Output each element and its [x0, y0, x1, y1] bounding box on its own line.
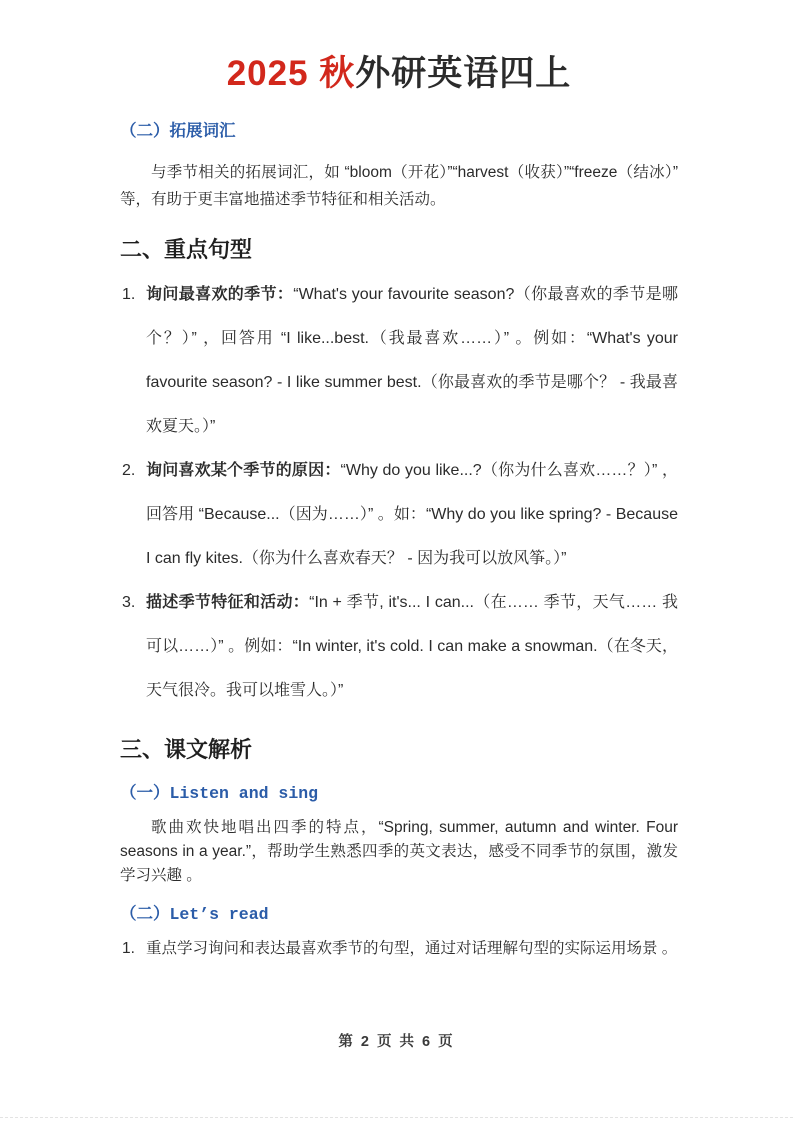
expand-vocab-paragraph: 与季节相关的拓展词汇，如 “bloom（开花）”“harvest（收获）”“freeze（结冰）” 等，有助于更丰富地描述季节特征和相关活动。 — [120, 164, 678, 208]
key-sentences-list — [120, 273, 678, 713]
list-item-number: 2. — [122, 462, 136, 479]
list-item-body: “Why do you like...?（你为什么喜欢……？）” ，回答用 “Because...（因为……）” 。如：“Why do you like spring? - Because I can fly kites.（你为什么喜欢春天？ - 因为我可以放风筝。）” — [146, 462, 678, 567]
heading-key-sentences: 二、重点句型 — [120, 237, 253, 262]
list-item-number: 1. — [122, 286, 136, 303]
list-item-text — [146, 449, 678, 581]
list-item — [120, 449, 678, 581]
page-content — [0, 50, 793, 960]
list-item — [120, 937, 678, 960]
subheading-label: Let’s read — [169, 905, 269, 924]
page-number-footer: 第 2 页 共 6 页 — [338, 1034, 455, 1050]
heading-lets-read — [120, 902, 678, 927]
heading-text-analysis: 三、课文解析 — [120, 737, 253, 762]
list-item-text: 重点学习询问和表达最喜欢季节的句型，通过对话理解句型的实际运用场景 。 — [146, 940, 678, 957]
list-item-lead: 询问喜欢某个季节的原因： — [146, 462, 341, 479]
heading-listen-and-sing — [120, 781, 678, 806]
list-item-text — [146, 273, 678, 449]
list-item-body: “What's your favourite season?（你最喜欢的季节是哪个？）” ，回答用 “I like...best.（我最喜欢……）” 。例如：“What's your favourite season? - I like summer best.（你最喜欢的季节是哪个？ - 我最喜欢夏天。）” — [146, 286, 678, 435]
lets-read-list — [120, 937, 678, 960]
subheading-prefix: （二） — [120, 905, 170, 923]
list-item-body: “In + 季节, it's... I can...（在…… 季节，天气…… 我可以……）” 。例如：“In winter, it's cold. I can make a snowman.（在冬天，天气很冷。我可以堆雪人。）” — [146, 594, 678, 699]
list-item-number: 3. — [122, 594, 136, 611]
list-item-number: 1. — [122, 940, 135, 957]
listen-and-sing-paragraph: 歌曲欢快地唱出四季的特点，“Spring, summer, autumn and winter. Four seasons in a year.”，帮助学生熟悉四季的英文表达，感受不同季节的氛围，激发学习兴趣 。 — [120, 819, 678, 884]
subheading-prefix: （一） — [120, 784, 170, 802]
list-item — [120, 273, 678, 449]
list-item-lead: 描述季节特征和活动： — [146, 594, 310, 611]
doc-title-text: 外研英语四上 — [355, 54, 572, 93]
doc-title — [120, 50, 678, 98]
list-item — [120, 581, 678, 713]
list-item-text — [146, 581, 678, 713]
doc-title-year: 2025 秋 — [226, 54, 356, 93]
heading-expand-vocab: （二）拓展词汇 — [120, 122, 236, 140]
list-item-lead: 询问最喜欢的季节： — [146, 286, 294, 303]
subheading-label: Listen and sing — [169, 784, 319, 803]
